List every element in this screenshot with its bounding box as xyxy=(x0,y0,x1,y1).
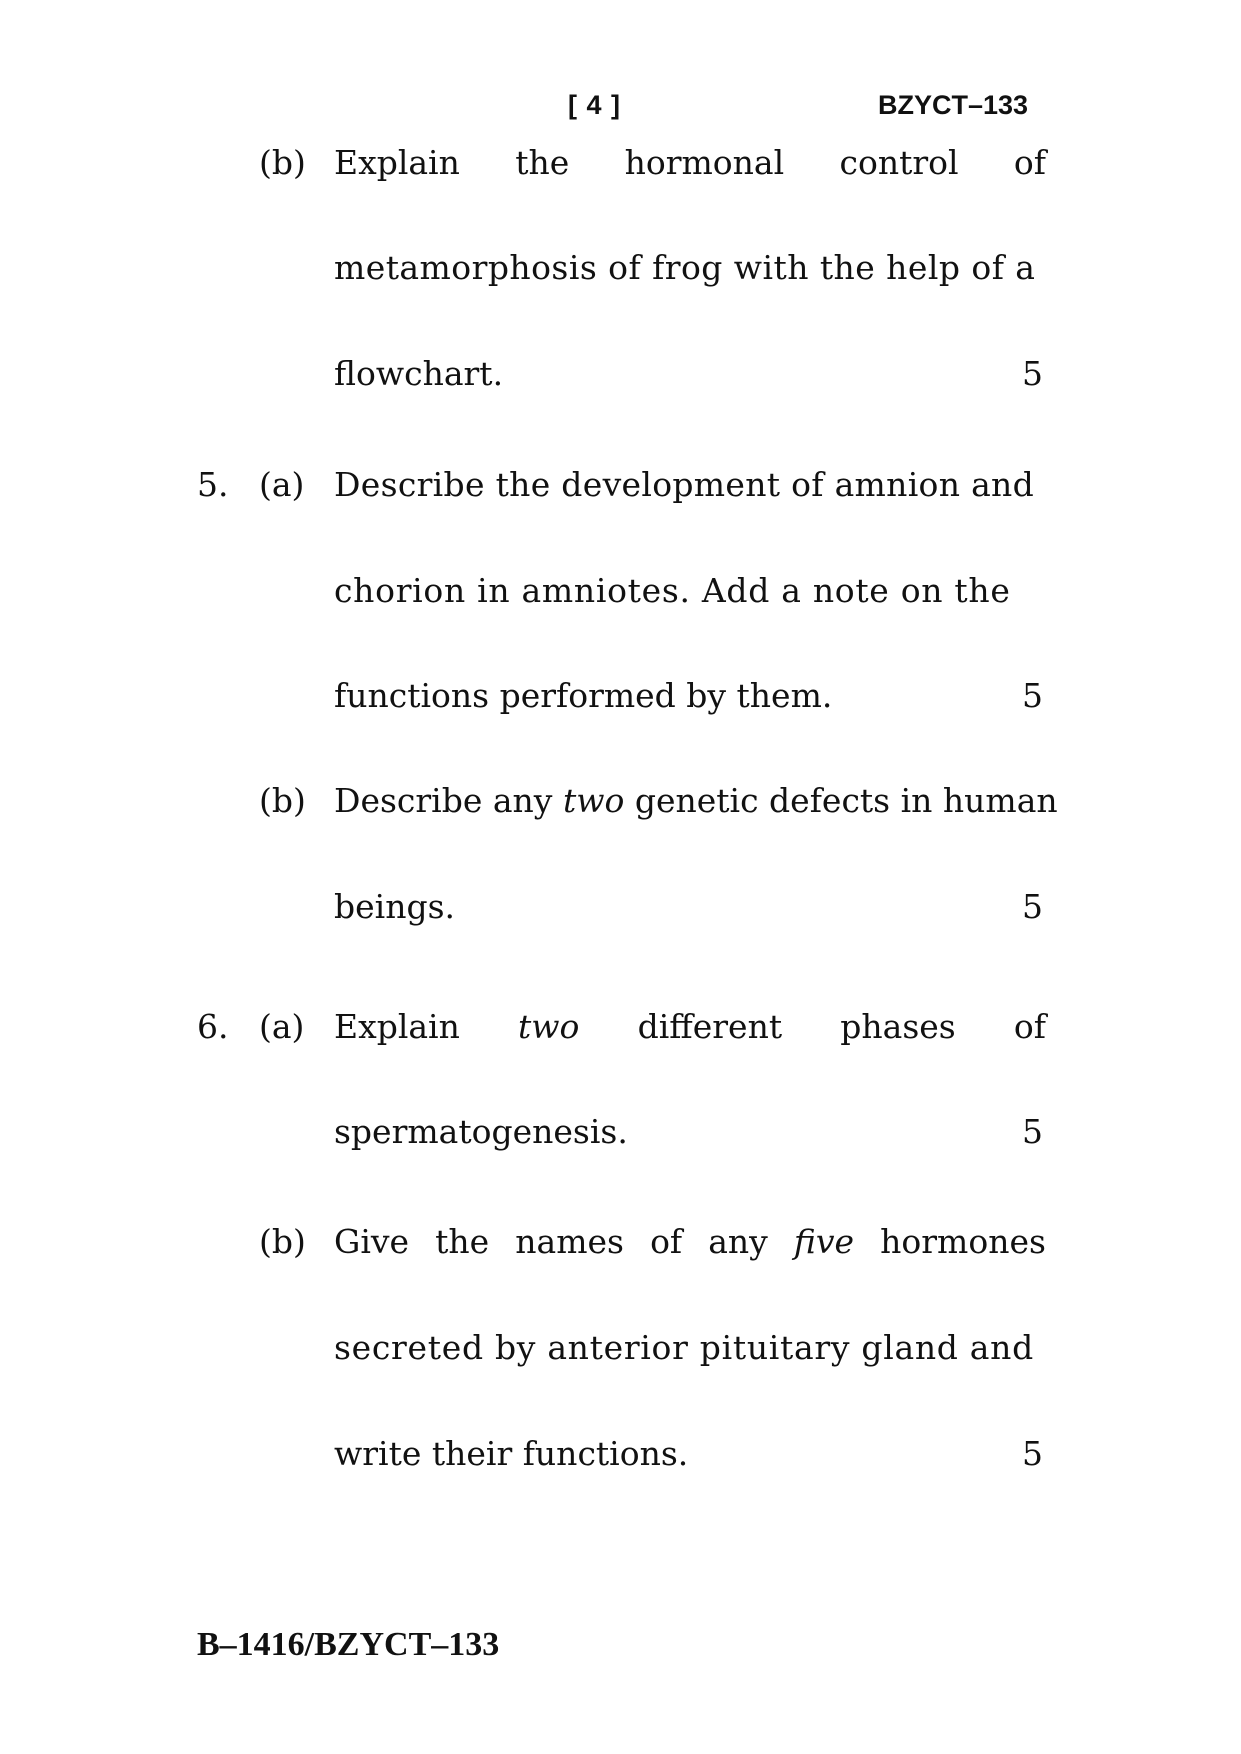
page-number: [ 4 ] xyxy=(568,90,622,120)
emphasis-text: two xyxy=(562,781,625,820)
marks: 5 xyxy=(1022,887,1043,926)
question-number: 5. xyxy=(197,465,229,504)
question-text-line: Explain two different phases of xyxy=(334,1007,1046,1046)
paper-code-footer: B–1416/BZYCT–133 xyxy=(197,1626,500,1663)
question-number: 6. xyxy=(197,1007,229,1046)
part-label: (b) xyxy=(259,1222,306,1261)
question-text-line: secreted by anterior pituitary gland and xyxy=(334,1328,1034,1367)
marks: 5 xyxy=(1022,676,1043,715)
question-text-line: Describe the development of amnion and xyxy=(334,465,1035,504)
marks: 5 xyxy=(1022,354,1043,393)
question-text-line: Explain the hormonal control of xyxy=(334,143,1046,182)
question-text-line: Give the names of any five hormones xyxy=(334,1222,1046,1261)
question-text-line: write their functions. xyxy=(334,1434,689,1473)
part-label: (a) xyxy=(259,465,305,504)
question-text-line: spermatogenesis. xyxy=(334,1112,628,1151)
question-text-line: Describe any two genetic defects in human xyxy=(334,781,1058,820)
part-label: (b) xyxy=(259,143,306,182)
marks: 5 xyxy=(1022,1434,1043,1473)
question-text-line: beings. xyxy=(334,887,456,926)
question-text-line: functions performed by them. xyxy=(334,676,833,715)
marks: 5 xyxy=(1022,1112,1043,1151)
emphasis-text: five xyxy=(793,1222,855,1261)
part-label: (a) xyxy=(259,1007,305,1046)
emphasis-text: two xyxy=(518,1007,580,1046)
question-text-line: metamorphosis of frog with the help of a xyxy=(334,248,1036,287)
part-label: (b) xyxy=(259,781,306,820)
question-text-line: flowchart. xyxy=(334,354,504,393)
course-code-header: BZYCT–133 xyxy=(878,90,1029,120)
question-text-line: chorion in amniotes. Add a note on the xyxy=(334,571,1011,610)
